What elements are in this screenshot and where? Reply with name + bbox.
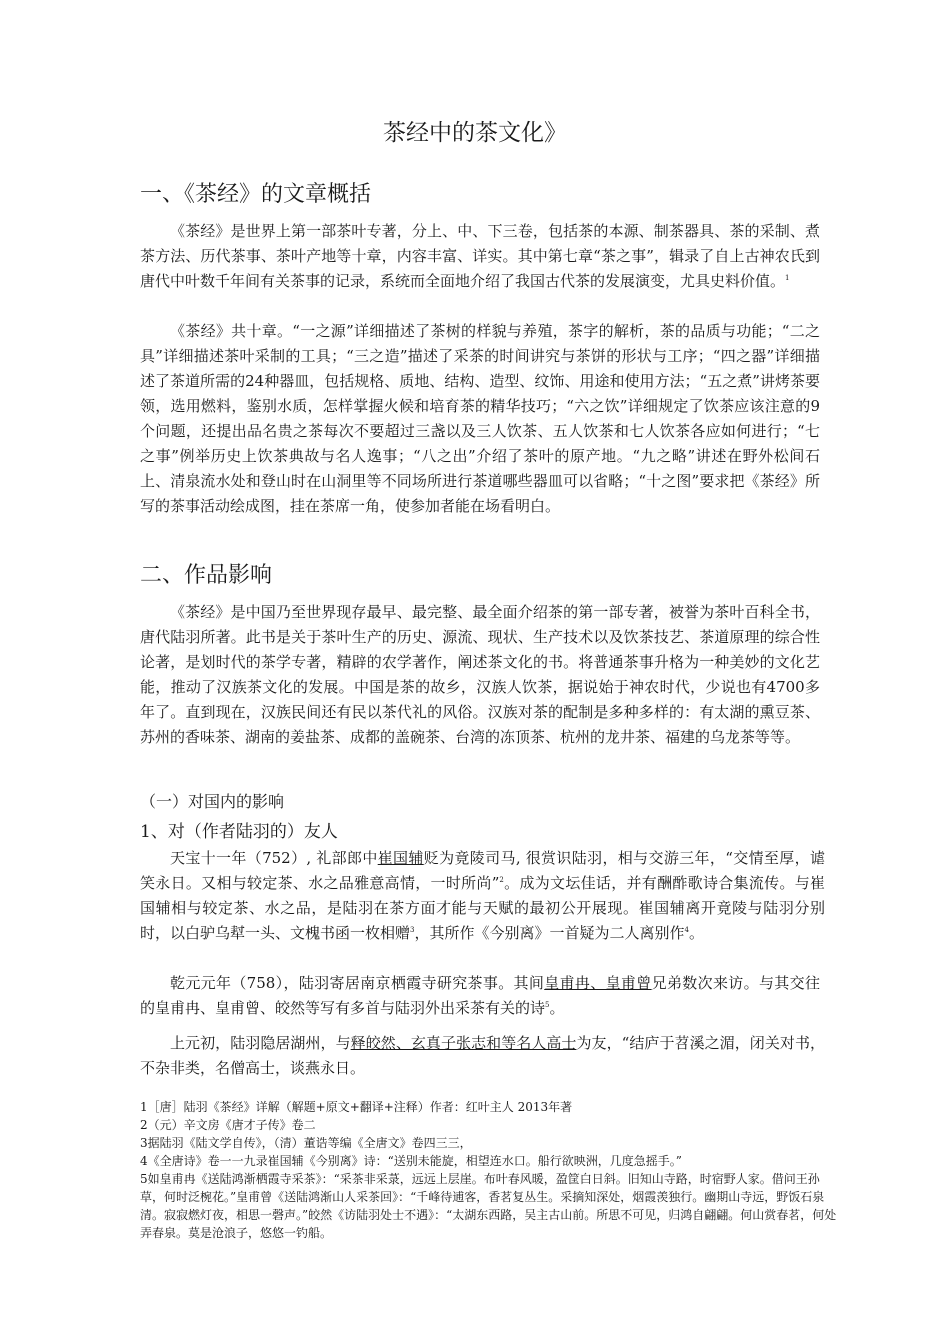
person-name-link: 皇甫冉、皇甫曾 — [544, 974, 652, 992]
footnotes — [140, 1098, 840, 1242]
footnote-ref: 4 — [684, 926, 689, 934]
paragraph-text: 。 — [688, 924, 704, 942]
footnote-3: 3据陆羽《陆文学自传》，（清）董诰等编《全唐文》卷四三三， — [140, 1136, 472, 1150]
paragraph-text: 乾元元年（758），陆羽寄居南京栖霞寺研究茶事。其间 — [170, 974, 545, 992]
paragraph-text: 《茶经》是世界上第一部茶叶专著，分上、中、下三卷，包括茶的本源、制茶器具、茶的采制、煮茶方法、历代茶事、茶叶产地等十章，内容丰富、详实。其中第七章“茶之事”，辑录了自上古神农氏到唐代中叶数千年间有关茶事的记录，系统而全面地介绍了我国古代茶的发展演变，尤具史料价值。 — [140, 222, 820, 290]
footnote-ref: 1 — [785, 274, 790, 282]
person-name-link: 崔国辅 — [377, 849, 424, 867]
section-heading-overview: 一、《茶经》的文章概括 — [140, 182, 372, 207]
footnote-4: 4《全唐诗》卷一一九录崔国辅《今别离》诗：“送别未能旋，相望连水口。船行欲映洲，几度急摇手。” — [140, 1154, 682, 1168]
paragraph-friends-2 — [140, 971, 820, 1021]
paragraph-text: ，其所作《今别离》一首疑为二人离别作 — [414, 924, 685, 942]
footnote-ref: 5 — [545, 1001, 550, 1009]
paragraph-text: 贬为竟陵司马, 很赏识陆羽，相与交游三年，“交情至厚，谑笑永日。又相与较定茶、水之品雅意高情，一时所尚” — [140, 849, 825, 892]
document-title: 茶经中的茶文化》 — [383, 120, 567, 146]
footnote-5: 5如皇甫冉《送陆鸿渐栖霞寺采茶》：“采茶非采菉，远远上层崖。布叶春风暖，盈筐白日斜。旧知山寺路，时宿野人家。借问王孙草，何时泛椀花。”皇甫曾《送陆鸿渐山人采茶回》：“千峰待逋客，香茗复丛生。采摘知深处，烟霞羡独行。幽期山寺远，野饭石泉清。寂寂燃灯夜，相思一磬声。”皎然《访陆羽处士不遇》：“太湖东西路，吴主古山前。所思不可见，归鸿自翩翩。何山赏春茗，何处弄春泉。莫是沧浪子，悠悠一钓船。 — [140, 1172, 837, 1240]
paragraph-friends-1 — [140, 846, 825, 946]
paragraph-text: 为友，“结庐于苕溪之湄，闭关对书，不杂非类，名僧高士，谈燕永日。 — [140, 1034, 825, 1077]
section-heading-influence: 二、作品影响 — [140, 563, 273, 588]
paragraph-text: 天宝十一年（752）, 礼部郎中 — [170, 849, 378, 867]
paragraph-text: 上元初，陆羽隐居湖州，与 — [170, 1034, 351, 1052]
paragraph-influence-1: 《茶经》是中国乃至世界现存最早、最完整、最全面介绍茶的第一部专著，被誉为茶叶百科全书，唐代陆羽所著。此书是关于茶叶生产的历史、源流、现状、生产技术以及饮茶技艺、茶道原理的综合性论著，是划时代的茶学专著，精辟的农学著作，阐述茶文化的书。将普通茶事升格为一种美妙的文化艺能，推动了汉族茶文化的发展。中国是茶的故乡，汉族人饮茶，据说始于神农时代，少说也有4700多年了。直到现在，汉族民间还有民以茶代礼的风俗。汉族对茶的配制是多种多样的：有太湖的熏豆茶、苏州的香味茶、湖南的姜盐茶、成都的盖碗茶、台湾的冻顶茶、杭州的龙井茶、福建的乌龙茶等等。 — [140, 603, 820, 746]
paragraph-overview-2: 《茶经》共十章。“一之源”详细描述了茶树的样貌与养殖，茶字的解析，茶的品质与功能；“二之具”详细描述茶叶采制的工具；“三之造”描述了采茶的时间讲究与茶饼的形状与工序；“四之器”详细描述了茶道所需的24种器皿，包括规格、质地、结构、造型、纹饰、用途和使用方法；“五之煮”讲烤茶要领，选用燃料，鉴别水质，怎样掌握火候和培育茶的精华技巧；“六之饮”详细规定了饮茶应该注意的9个问题，还提出品名贵之茶每次不要超过三盏以及三人饮茶、五人饮茶和七人饮茶各应如何进行；“七之事”例举历史上饮茶典故与名人逸事；“八之出”介绍了茶叶的原产地。“九之略”讲述在野外松间石上、清泉流水处和登山时在山洞里等不同场所进行茶道哪些器皿可以省略；“十之图”要求把《茶经》所写的茶事活动绘成图，挂在茶席一角，使参加者能在场看明白。 — [140, 322, 820, 515]
footnote-ref: 2 — [499, 876, 504, 884]
paragraph-overview-1 — [140, 219, 820, 294]
footnote-2: 2（元）辛文房《唐才子传》卷二 — [140, 1118, 316, 1132]
footnote-ref: 3 — [410, 926, 415, 934]
person-name-link: 释皎然、玄真子张志和等名人高士 — [350, 1034, 577, 1052]
subheading-domestic-influence: （一）对国内的影响 — [140, 792, 285, 811]
footnote-1: 1［唐］陆羽《茶经》详解（解题+原文+翻译+注释）作者：红叶主人 2013年著 — [140, 1100, 573, 1114]
paragraph-text: 兄弟数次来访。与其交往的皇甫冉、皇甫曾、皎然等写有多首与陆羽外出采茶有关的诗 — [140, 974, 820, 1017]
paragraph-text: 。成为文坛佳话，并有酬酢歌诗合集流传。与崔国辅相与较定茶、水之品，是陆羽在茶方面才能与天赋的最初公开展现。崔国辅离开竟陵与陆羽分别时，以白驴乌犎一头、文槐书函一枚相赠 — [140, 874, 825, 942]
paragraph-friends-3 — [140, 1031, 825, 1081]
subsubheading-friends: 1、对（作者陆羽的）友人 — [140, 822, 338, 842]
paragraph-text: 。 — [549, 999, 565, 1017]
